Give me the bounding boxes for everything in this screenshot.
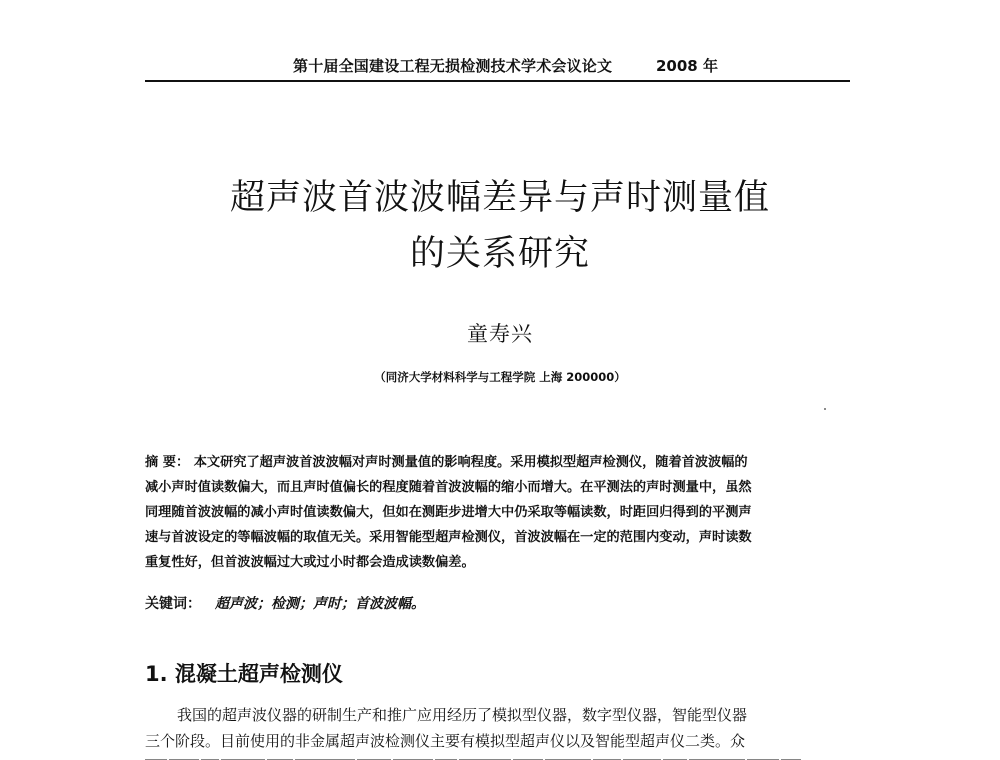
body-line: 我国的超声波仪器的研制生产和推广应用经历了模拟型仪器，数字型仪器，智能型仪器 [177,706,748,724]
scan-speck [824,408,826,410]
abstract-line: 同理随首波波幅的减小声时值读数偏大，但如在测距步进增大中仍采取等幅读数，时距回归得到的平测声 [145,505,752,520]
cut-off-text-line [145,752,851,760]
keywords-label: 关键词： [145,596,201,612]
abstract-line [145,450,851,475]
keywords [145,593,851,613]
keywords-text: 超声波；检测；声时；首波波幅。 [215,596,425,612]
author-name: 童寿兴 [467,322,533,346]
abstract-line: 重复性好，但首波波幅过大或过小时都会造成读数偏差。 [145,555,475,570]
abstract-label: 摘 要： [145,455,190,470]
title-line-1: 超声波首波波幅差异与声时测量值 [229,178,770,218]
author-affiliation: （同济大学材料科学与工程学院 上海 200000） [374,370,626,384]
title-line-2: 的关系研究 [409,234,590,274]
conference-year: 2008 年 [656,57,718,75]
abstract [145,450,851,575]
abstract-line: 减小声时值读数偏大，而且声时值偏长的程度随着首波波幅的缩小而增大。在平测法的声时测量中，虽然 [145,480,752,495]
section-body [145,702,851,754]
section-heading: 1. 混凝土超声检测仪 [145,662,343,686]
header-rule [145,80,850,82]
conference-name: 第十届全国建设工程无损检测技术学术会议论文 [293,57,613,75]
running-header [145,55,849,81]
abstract-line-text: 本文研究了超声波首波波幅对声时测量值的影响程度。采用模拟型超声检测仪，随着首波波幅的 [193,455,748,470]
abstract-line: 速与首波设定的等幅波幅的取值无关。采用智能型超声检测仪，首波波幅在一定的范围内变动，声时读数 [145,530,752,545]
paper-title [0,170,1000,282]
body-line: 三个阶段。目前使用的非金属超声波检测仪主要有模拟型超声仪以及智能型超声仪二类。众 [145,732,746,750]
